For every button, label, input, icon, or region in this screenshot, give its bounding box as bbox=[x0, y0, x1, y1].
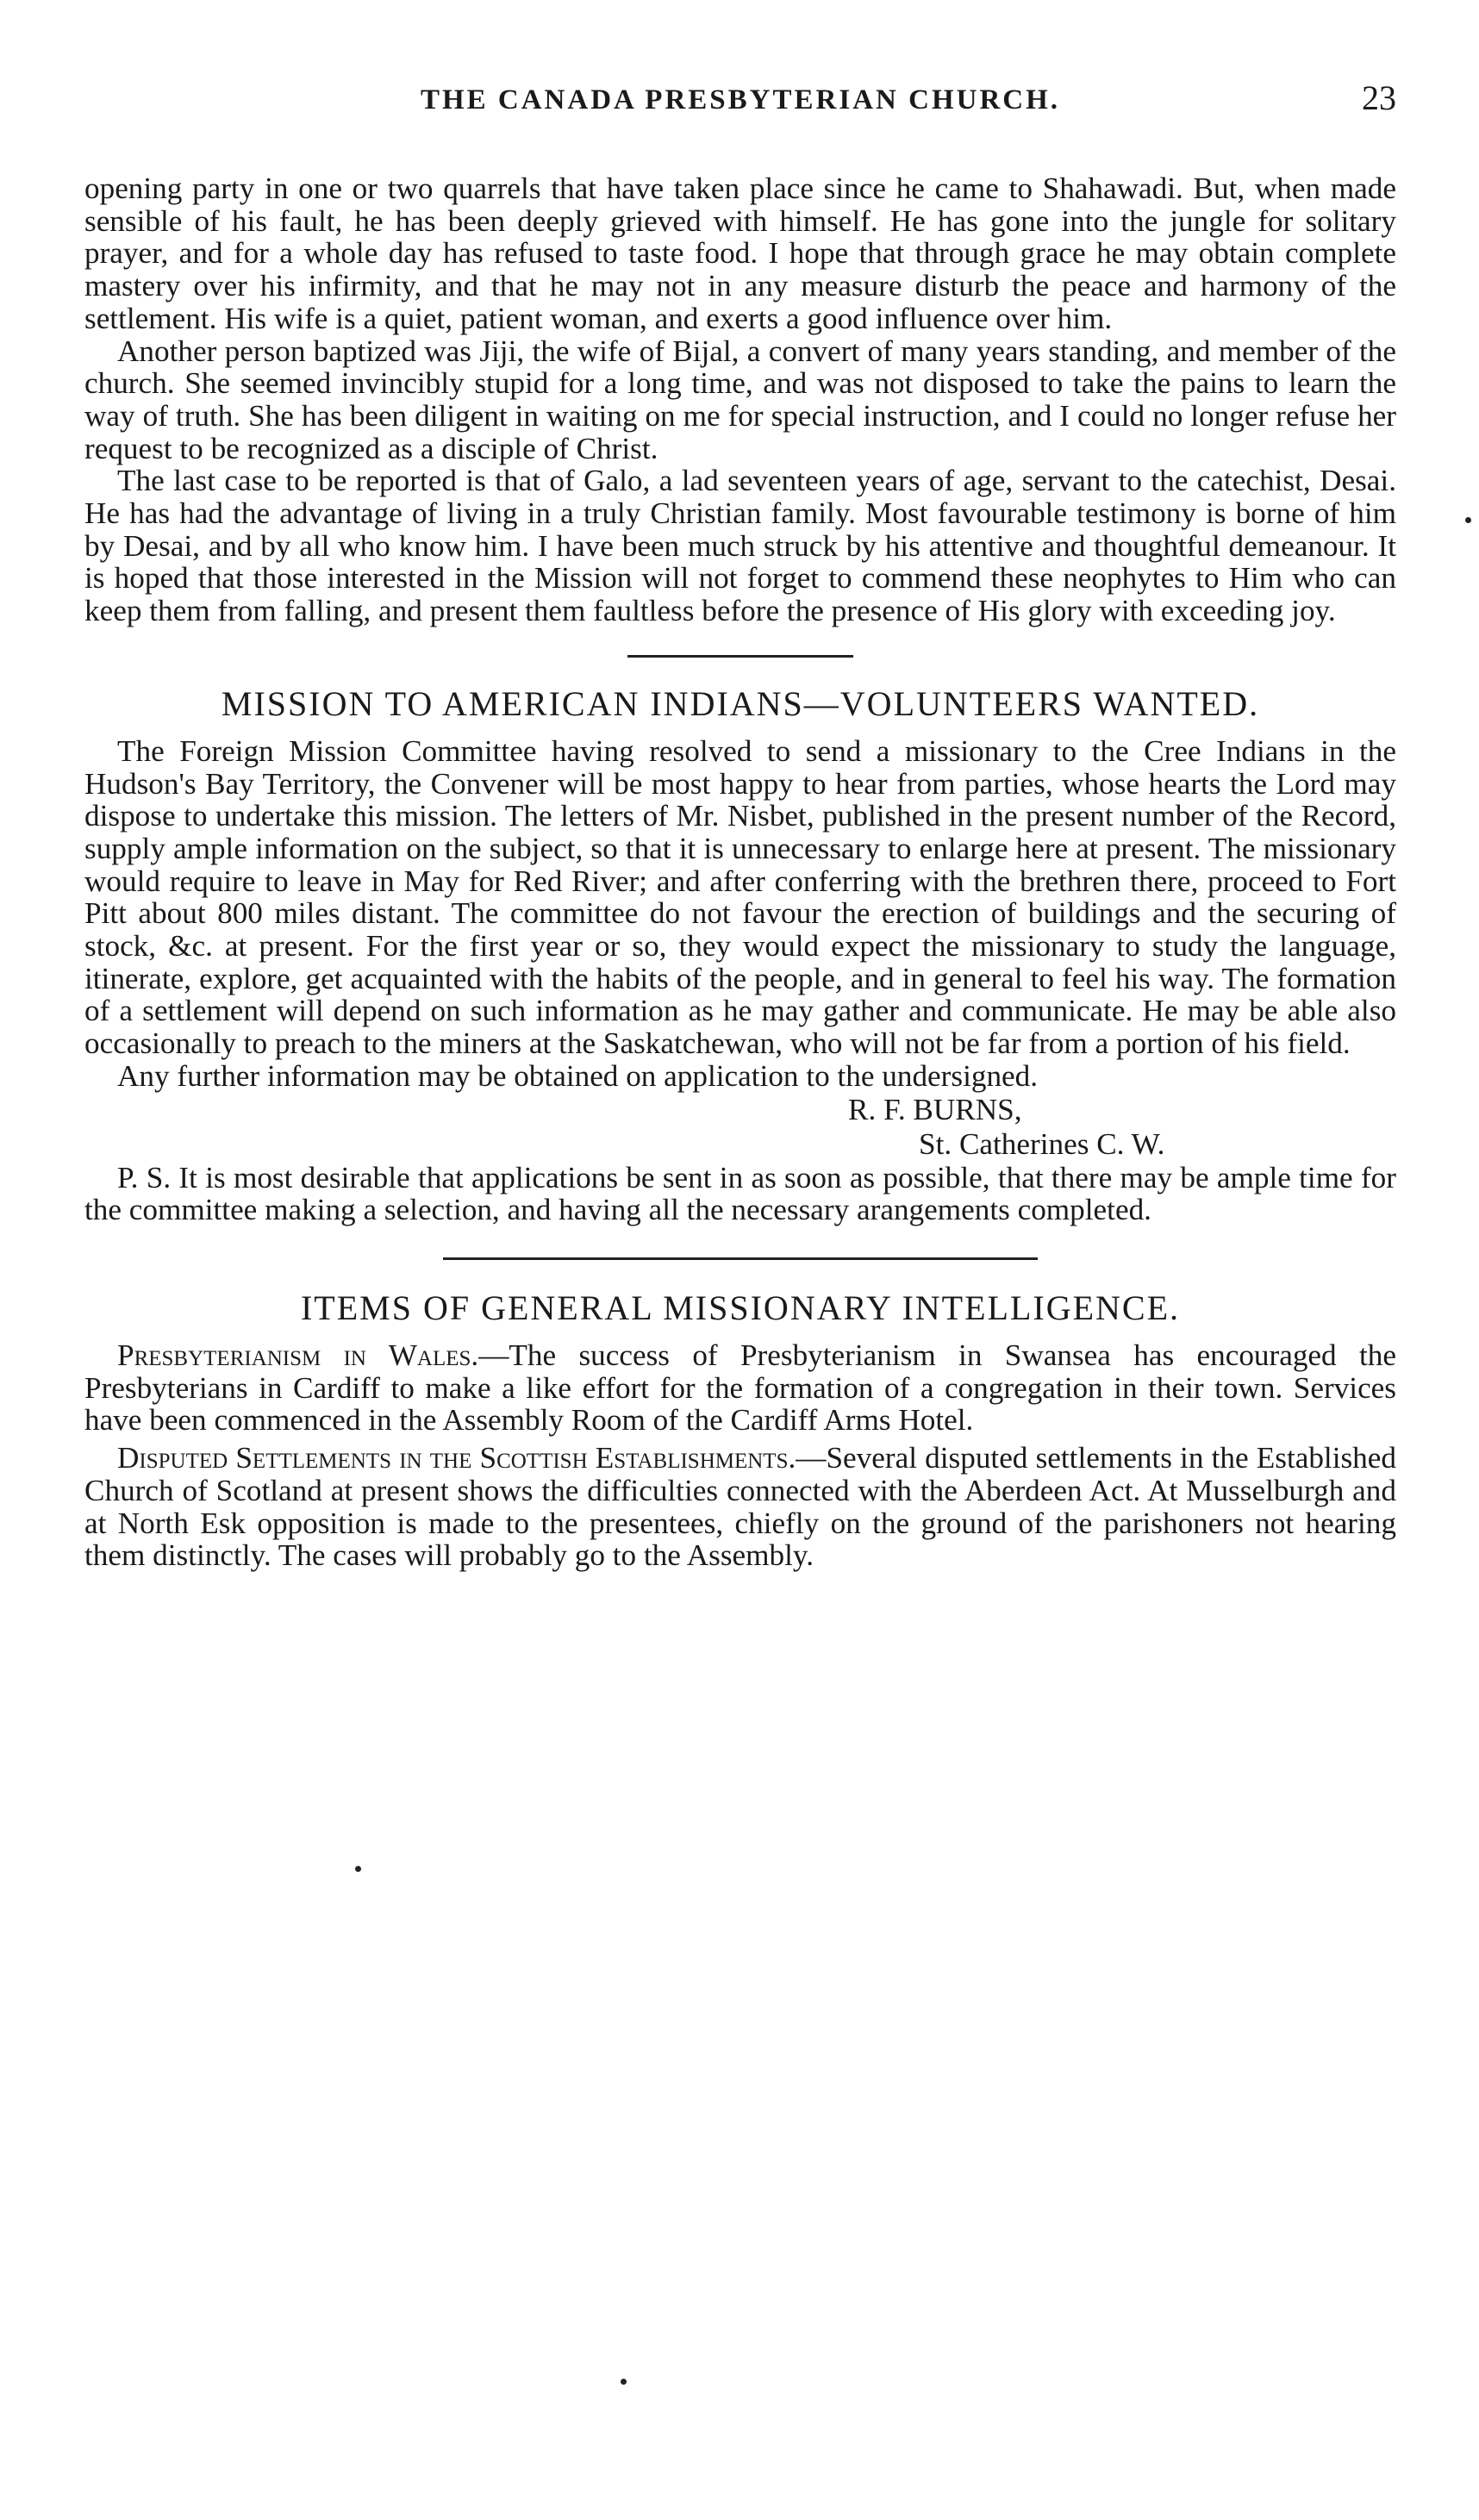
margin-dot-2 bbox=[355, 1866, 361, 1872]
section-divider-2 bbox=[443, 1257, 1038, 1260]
disputed-text: —Several disputed settlements in the Established Church of Scotland at present shows the difficulties connected with the Aberdeen Act. At Musselburgh and at North Esk opposition is made to the presentees, chiefly on the ground of the parishoners not hearing them distinctly. The cases will probably go to the Assembly. bbox=[84, 1441, 1396, 1573]
wales-title: Presbyterianism in Wales. bbox=[117, 1338, 479, 1372]
margin-dot-3 bbox=[621, 2379, 627, 2385]
running-head bbox=[84, 69, 1396, 129]
disputed-paragraph bbox=[84, 1442, 1396, 1572]
margin-dot-1 bbox=[1465, 517, 1471, 523]
signature-name: R. F. BURNS, bbox=[848, 1092, 1022, 1126]
mission-paragraph-1: The Foreign Mission Committee having resolved to send a missionary to the Cree Indians in the Hudson's Bay Territory, the Convener will be most happy to hear from parties, whose hearts the Lord may dispose to undertake this mission. The letters of Mr. Nisbet, published in the present number of the Record, supply ample information on the subject, so that it is unnecessary to enlarge here at present. The missionary would require to leave in May for Red River; and after conferring with the brethren there, proceed to Fort Pitt about 800 miles distant. The committee do not favour the erection of buildings and the securing of stock, &c. at present. For the first year or so, they would expect the missionary to study the language, itinerate, explore, get acquainted with the habits of the people, and in general to feel his way. The formation of a settlement will depend on such information as he may gather and communicate. He may be able also occasionally to preach to the miners at the Saskatchewan, who will not be far from a portion of his field. bbox=[84, 733, 1396, 1061]
section-divider-1 bbox=[627, 655, 853, 658]
wales-paragraph bbox=[84, 1339, 1396, 1437]
body-paragraph-1: opening party in one or two quarrels that have taken place since he came to Shahawadi. But, when made sensible of his fault, he has been deeply grieved with himself. He has gone into the jungle for solitary prayer, and for a whole day has refused to taste food. I hope that through grace he may obtain complete mastery over his infirmity, and that he may not in any measure disturb the peace and harmony of the settlement. His wife is a quiet, patient woman, and exerts a good influence over him. bbox=[84, 172, 1396, 335]
mission-paragraph-2: Any further information may be obtained on application to the undersigned. bbox=[117, 1058, 1039, 1093]
running-title: THE CANADA PRESBYTERIAN CHURCH. bbox=[420, 84, 1061, 115]
body-paragraph-3: The last case to be reported is that of Galo, a lad seventeen years of age, servant to the catechist, Desai. He has had the advantage of living in a truly Christian family. Most favourable testimony is borne of him by Desai, and by all who know him. I have been much struck by his attentive and thoughtful demeanour. It is hoped that those interested in the Mission will not forget to commend these neophytes to Him who can keep them from falling, and present them faultless before the presence of His glory with exceeding joy. bbox=[84, 464, 1396, 628]
items-heading: ITEMS OF GENERAL MISSIONARY INTELLIGENCE. bbox=[300, 1288, 1181, 1327]
signature bbox=[84, 1093, 1396, 1162]
wales-text: —The success of Presbyterianism in Swansea has encouraged the Presbyterians in Cardiff to make a like effort for the formation of a congregation in their town. Services have been commenced in the Assembly Room of the Cardiff Arms Hotel. bbox=[84, 1338, 1396, 1438]
disputed-title: Disputed Settlements in the Scottish Establishments. bbox=[117, 1441, 796, 1475]
page bbox=[84, 69, 1396, 1572]
body-paragraph-2: Another person baptized was Jiji, the wife of Bijal, a convert of many years standing, and member of the church. She seemed invincibly stupid for a long time, and was not disposed to take the pains to learn the way of truth. She has been diligent in waiting on me for special instruction, and I could no longer refuse her request to be recognized as a disciple of Christ. bbox=[84, 334, 1396, 465]
page-number: 23 bbox=[1362, 78, 1396, 117]
postscript: P. S. It is most desirable that applications be sent in as soon as possible, that there may be ample time for the committee making a selection, and having all the necessary arangements completed. bbox=[84, 1160, 1396, 1227]
signature-place: St. Catherines C. W. bbox=[919, 1126, 1165, 1161]
mission-heading: MISSION TO AMERICAN INDIANS—VOLUNTEERS WANTED. bbox=[221, 683, 1260, 723]
